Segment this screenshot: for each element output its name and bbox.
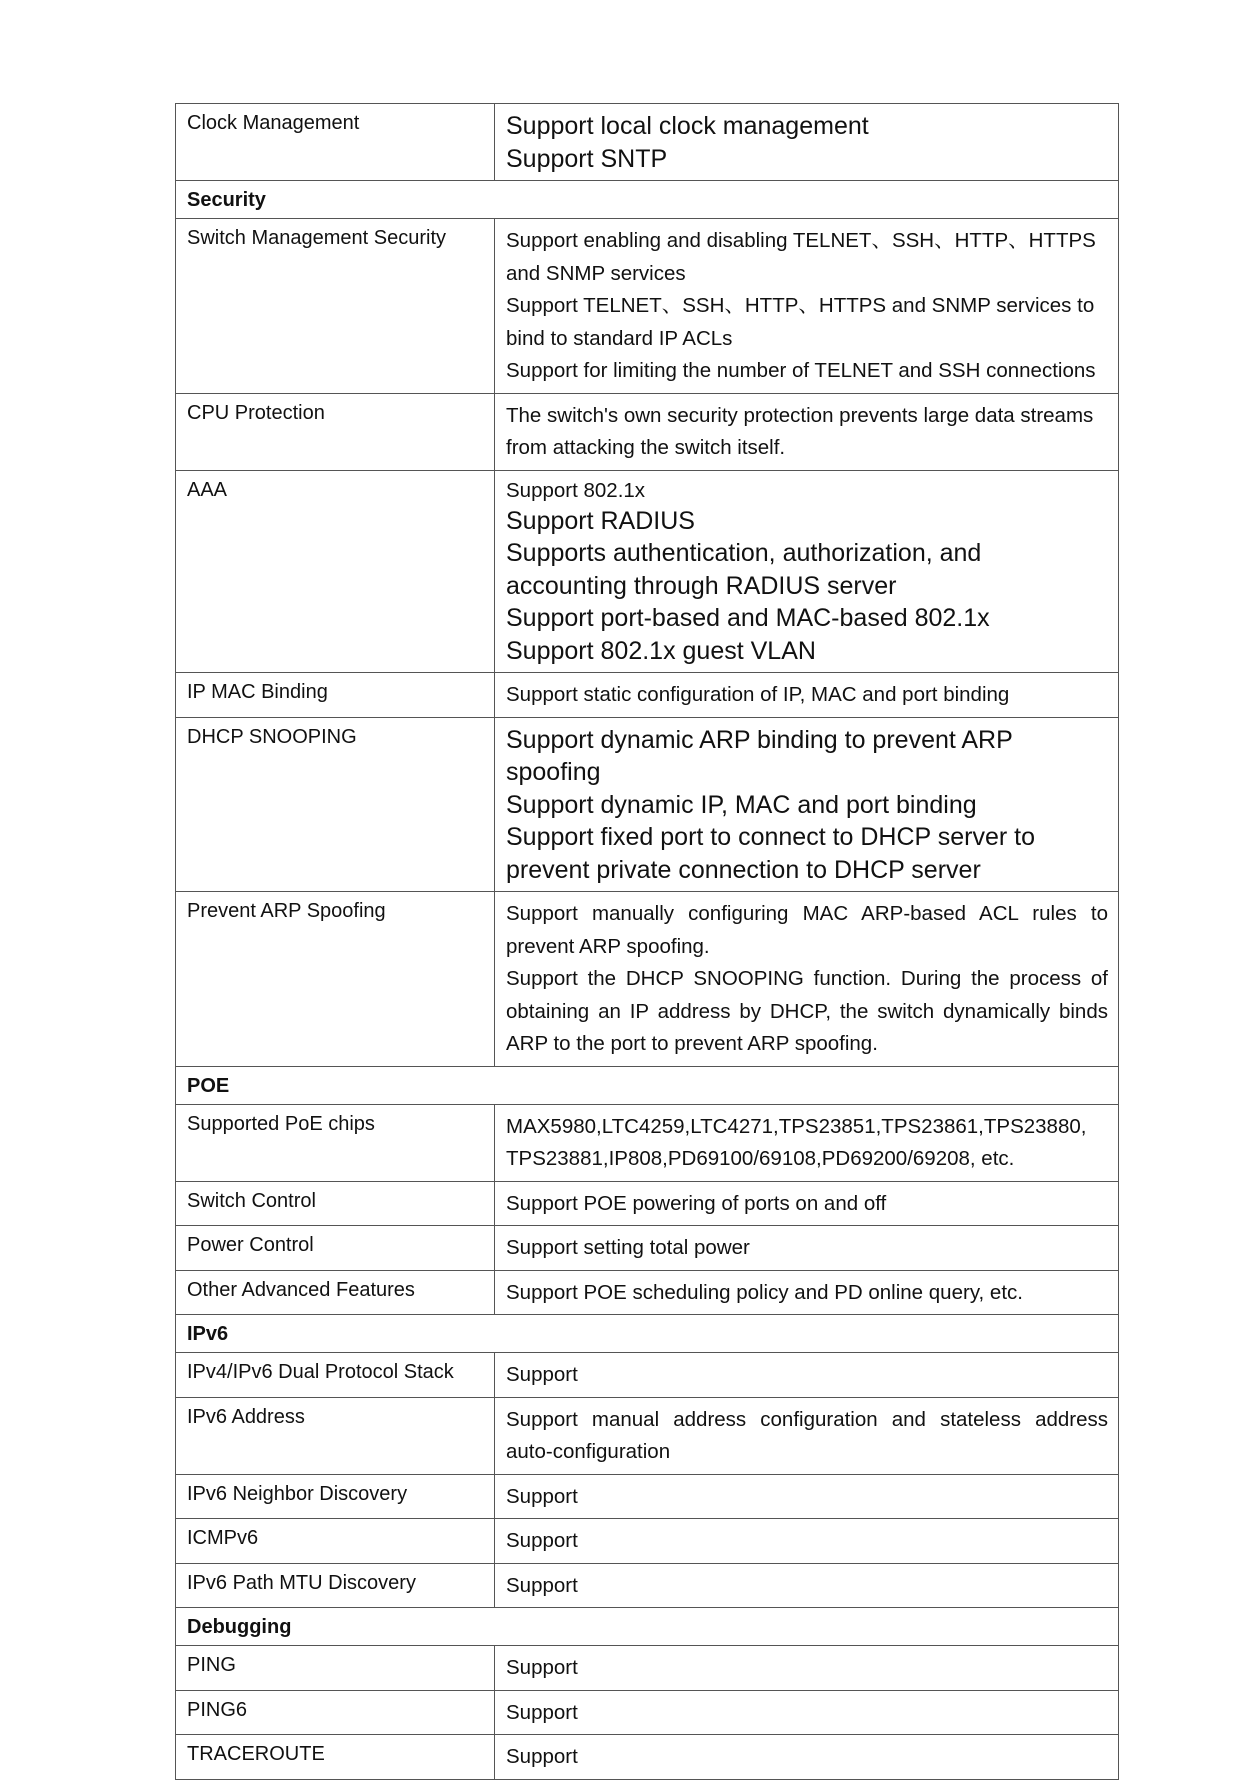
table-row: [176, 1270, 1119, 1315]
feature-description: [495, 1181, 1119, 1226]
table-row: [176, 673, 1119, 718]
feature-description: [495, 1397, 1119, 1474]
feature-name: Power Control: [176, 1226, 495, 1271]
feature-name: IP MAC Binding: [176, 673, 495, 718]
feature-name: TRACEROUTE: [176, 1735, 495, 1780]
feature-name: Other Advanced Features: [176, 1270, 495, 1315]
table-row: [176, 1690, 1119, 1735]
description-line: Support dynamic ARP binding to prevent ARP spoofing: [506, 725, 1013, 786]
description-line: Support enabling and disabling TELNET、SSH、HTTP、HTTPS and SNMP services: [506, 229, 1096, 285]
feature-description: [495, 1474, 1119, 1519]
section-header-row: [176, 181, 1119, 219]
description-line: Support SNTP: [506, 144, 668, 173]
table-row: [176, 1397, 1119, 1474]
feature-description: [495, 1104, 1119, 1181]
description-line: MAX5980,LTC4259,LTC4271,TPS23851,TPS23861,TPS23880, TPS23881,IP808,PD69100/69108,PD69200/69208, etc.: [506, 1114, 1087, 1170]
feature-name: Switch Control: [176, 1181, 495, 1226]
description-line: Support local clock management: [506, 112, 869, 140]
feature-name: PING6: [176, 1690, 495, 1735]
table-row: [176, 104, 1119, 181]
table-row: [176, 1181, 1119, 1226]
table-row: [176, 1735, 1119, 1780]
description-line: Support setting total power: [506, 1236, 750, 1259]
description-line: Support: [506, 1573, 578, 1597]
description-line: Support: [506, 1529, 578, 1552]
description-line: Support the DHCP SNOOPING function. During the process of obtaining an IP address by DHCP, the switch dynamically binds ARP to the port to prevent ARP spoofing.: [506, 967, 1108, 1055]
section-header-row: [176, 1315, 1119, 1353]
description-line: Support port-based and MAC-based 802.1x: [506, 604, 990, 632]
table-row: [176, 470, 1119, 673]
feature-name: AAA: [176, 470, 495, 673]
description-line: Support: [506, 1745, 578, 1768]
description-line: The switch's own security protection prevents large data streams from attacking the switch itself.: [506, 403, 1094, 459]
feature-name: IPv6 Path MTU Discovery: [176, 1563, 495, 1608]
table-row: [176, 1226, 1119, 1271]
description-line: Support for limiting the number of TELNET and SSH connections: [506, 359, 1096, 382]
section-title: POE: [176, 1066, 1119, 1104]
table-row: [176, 1104, 1119, 1181]
feature-name: Switch Management Security: [176, 219, 495, 394]
feature-description: [495, 892, 1119, 1067]
description-line: Support POE scheduling policy and PD online query, etc.: [506, 1280, 1023, 1304]
spec-table: [175, 103, 1119, 1780]
feature-description: [495, 1690, 1119, 1735]
description-line: Supports authentication, authorization, and accounting through RADIUS server: [506, 539, 982, 600]
feature-description: [495, 1270, 1119, 1315]
feature-description: [495, 1735, 1119, 1780]
section-title: Security: [176, 181, 1119, 219]
description-line: Support TELNET、SSH、HTTP、HTTPS and SNMP services to bind to standard IP ACLs: [506, 294, 1095, 350]
table-row: [176, 393, 1119, 470]
feature-name: Clock Management: [176, 104, 495, 181]
description-line: Support: [506, 1484, 578, 1508]
feature-description: [495, 1353, 1119, 1398]
description-line: Support: [506, 1656, 578, 1679]
description-line: Support fixed port to connect to DHCP server to prevent private connection to DHCP server: [506, 823, 1035, 884]
table-row: [176, 717, 1119, 892]
section-header-row: [176, 1608, 1119, 1646]
description-line: Support RADIUS: [506, 506, 695, 535]
feature-description: [495, 673, 1119, 718]
feature-name: PING: [176, 1646, 495, 1691]
description-line: Support static configuration of IP, MAC and port binding: [506, 683, 1010, 706]
table-row: [176, 1519, 1119, 1564]
feature-description: [495, 1519, 1119, 1564]
feature-description: [495, 470, 1119, 673]
section-header-row: [176, 1066, 1119, 1104]
section-title: Debugging: [176, 1608, 1119, 1646]
description-line: Support: [506, 1700, 578, 1724]
table-row: [176, 1563, 1119, 1608]
feature-name: ICMPv6: [176, 1519, 495, 1564]
description-line: Support manual address configuration and stateless address auto-configuration: [506, 1407, 1108, 1463]
feature-name: IPv6 Address: [176, 1397, 495, 1474]
feature-description: [495, 393, 1119, 470]
description-line: Support POE powering of ports on and off: [506, 1191, 887, 1215]
table-row: [176, 892, 1119, 1067]
feature-name: Prevent ARP Spoofing: [176, 892, 495, 1067]
feature-description: [495, 717, 1119, 892]
feature-name: Supported PoE chips: [176, 1104, 495, 1181]
feature-description: [495, 1226, 1119, 1271]
table-row: [176, 1646, 1119, 1691]
section-title: IPv6: [176, 1315, 1119, 1353]
feature-name: IPv4/IPv6 Dual Protocol Stack: [176, 1353, 495, 1398]
feature-description: [495, 1563, 1119, 1608]
feature-name: CPU Protection: [176, 393, 495, 470]
table-row: [176, 1474, 1119, 1519]
feature-description: [495, 1646, 1119, 1691]
description-line: Support 802.1x: [506, 478, 646, 502]
description-line: Support: [506, 1363, 578, 1386]
description-line: Support dynamic IP, MAC and port binding: [506, 790, 977, 819]
spec-table-body: [176, 104, 1119, 1780]
feature-description: [495, 219, 1119, 394]
table-row: [176, 219, 1119, 394]
feature-name: DHCP SNOOPING: [176, 717, 495, 892]
description-line: Support 802.1x guest VLAN: [506, 636, 816, 665]
feature-description: [495, 104, 1119, 181]
feature-name: IPv6 Neighbor Discovery: [176, 1474, 495, 1519]
table-row: [176, 1353, 1119, 1398]
description-line: Support manually configuring MAC ARP-based ACL rules to prevent ARP spoofing.: [506, 902, 1108, 958]
